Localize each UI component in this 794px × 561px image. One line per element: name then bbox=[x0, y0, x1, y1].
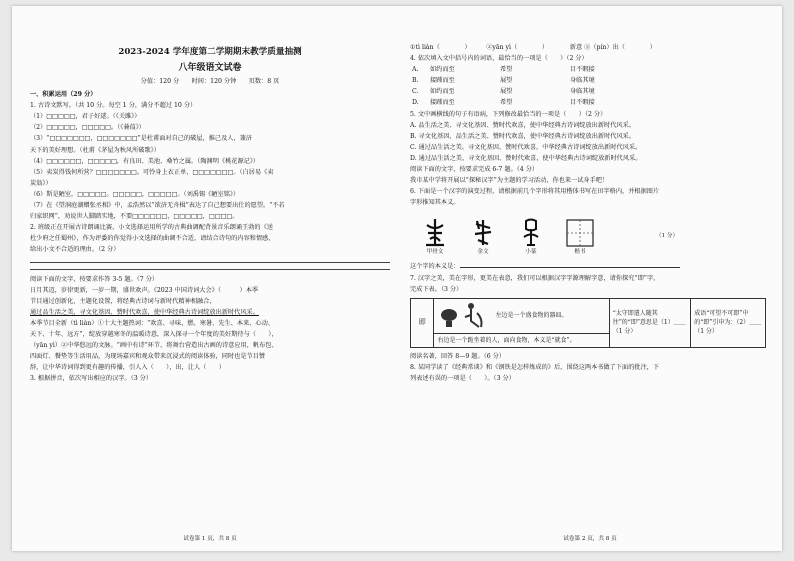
exam-subtitle: 八年级语文试卷 bbox=[178, 63, 242, 73]
table-glyph-cell bbox=[434, 298, 609, 333]
question-line: 2. 班级正在开展古诗朗诵比赛，小文选择运用所学的古典曲调配背景音乐朗诵王勃的《送 bbox=[30, 224, 273, 232]
passage-line: 四面灯、餐垫等生活用品，为现场嘉宾和观众带来沉浸式的阅读体验，同时也是节目赞 bbox=[30, 353, 266, 361]
q6-answer-label: 这个字的本义是： bbox=[410, 263, 460, 271]
page-right bbox=[410, 6, 770, 551]
table-col4: 成语“可望不可即”中的“即”引申为：（2）＿＿（1 分） bbox=[691, 298, 766, 347]
glyph-label: 甲骨文 bbox=[426, 249, 444, 256]
option-word: 目不暇接 bbox=[570, 99, 595, 107]
section-heading: 一、积累运用（29 分） bbox=[30, 91, 97, 99]
question-line: （6）斯是陋室，□□□□□。□□□□□，□□□□□。（刘禹锡《陋室铭》） bbox=[30, 190, 240, 198]
pinyin-answer-line: ①tì liàn（ ） ②yān yì（ ） 新意 ③（pín）出（ ） bbox=[410, 44, 656, 51]
passage-line: 本季节目全新（tì liàn）①十大主题热词：“欢喜、寻味、燃、寒暑、先生、本来、心动、 bbox=[30, 319, 274, 327]
question-line: （1）□□□□□，君子好逑。（《关雎》） bbox=[30, 113, 141, 121]
question-line: （7）在《望洞庭湖赠张丞相》中，孟浩然以“欲济无舟楫”表达了自己想要出仕的愿望。“不若 bbox=[30, 202, 285, 210]
q5-option: C. 通过品生活之美、寻文化基因、赞时代欢喜，中华经典古诗词绽放出新时代风采。 bbox=[410, 143, 642, 151]
seal-glyph bbox=[518, 217, 544, 258]
option-word: 希望 bbox=[500, 99, 513, 107]
ji-pictograph-icon bbox=[437, 301, 489, 331]
q5-option: B. 寻文化基因、品生活之美、赞时代欢喜，使中华经典古诗词绽放出新时代风采。 bbox=[410, 132, 636, 140]
glyph-label: 楷书 bbox=[574, 249, 586, 256]
question-line: 炭翁》） bbox=[30, 179, 52, 187]
exam-meta: 分值：120 分 时间：120 分钟 页数：8 页 bbox=[140, 78, 280, 85]
bronze-script-icon bbox=[470, 217, 496, 247]
reading-intro: 阅读名著，回答 8—9 题。（6 分） bbox=[410, 352, 506, 360]
oracle-bone-icon bbox=[422, 217, 448, 247]
table-char: 即 bbox=[411, 298, 434, 347]
option-word: 希望 bbox=[500, 66, 513, 74]
option-row bbox=[412, 75, 770, 86]
page-left bbox=[30, 6, 390, 551]
passage-line: 日月其迈，岁律更新，一岁一期，盛世欢声。《2023 中国诗词大会》（ ）本季 bbox=[30, 286, 259, 294]
tian-grid-icon[interactable] bbox=[566, 219, 594, 247]
question-line: 天下的美好理想。（杜甫《茅屋为秋风所破歌》） bbox=[30, 146, 160, 154]
option-word: 展望 bbox=[500, 88, 513, 96]
bronze-glyph bbox=[470, 217, 496, 258]
option-word: 展望 bbox=[500, 77, 513, 85]
passage-line: （yān yì）②中华悠远的文脉。“画中有诗”环节，将舞台营造出古画的诗意应用，帆布包、 bbox=[30, 342, 278, 350]
glyph-label: 小篆 bbox=[525, 249, 537, 256]
oracle-bone-glyph bbox=[422, 217, 448, 258]
question-line: 给出小文不合适的理由。（2 分） bbox=[30, 246, 120, 254]
reading-intro: 阅读下面的文字，按要求作答 3-5 题。（7 分） bbox=[30, 275, 159, 283]
option-word: 接踵而至 bbox=[430, 99, 455, 107]
reading-intro: 阅读下面的文字，按要求完成 6-7 题。（4 分） bbox=[410, 166, 539, 174]
option-row bbox=[412, 64, 770, 75]
option-word: 接踵而至 bbox=[430, 77, 455, 85]
answer-rule bbox=[30, 269, 390, 270]
answer-rule bbox=[30, 262, 390, 263]
question-line: （2）□□□□□，□□□□□。（《蒹葭》） bbox=[30, 124, 145, 132]
q6-answer-blank[interactable] bbox=[460, 260, 680, 268]
page-footer: 试卷第 1 页，共 8 页 bbox=[183, 535, 237, 542]
seal-script-icon bbox=[518, 217, 544, 247]
option-word: 身临其境 bbox=[570, 88, 595, 96]
question-line: （5）卖炭得钱何所营？□□□□□□□。可怜身上衣正单，□□□□□□□。（白居易《卖 bbox=[30, 168, 274, 176]
option-row bbox=[412, 97, 770, 108]
glyph-label: 金文 bbox=[477, 249, 489, 256]
exam-sheet bbox=[12, 6, 782, 551]
table-col3: “太守即遣人随其往”的“即”意思是（1）＿＿（1 分） bbox=[609, 298, 690, 347]
option-letter: D. bbox=[412, 99, 419, 107]
option-word: 如约而至 bbox=[430, 88, 455, 96]
question-7: 7. 汉字之美，美在字形，更美在表意，我们可以根据汉字字源理解字意，请你探究“即”字， bbox=[410, 274, 660, 282]
q6-answer-line bbox=[410, 260, 770, 272]
question-line: 归家织网”，劝说世人脚踏实地，不要□□□□□□，□□□□□，□□□□。 bbox=[30, 213, 239, 221]
question-4: 4. 依次填入文中括号内的词语，最恰当的一项是（ ）（2 分） bbox=[410, 55, 588, 63]
table-desc-2: 右边是一个跪坐着的人，面向食物，本义是“就食”。 bbox=[434, 333, 609, 347]
page-footer: 试卷第 2 页，共 8 页 bbox=[563, 535, 617, 542]
option-row bbox=[412, 86, 770, 97]
passage-line: 节目通过创新化、主题化设置，将经典古诗词与新时代精神相融合， bbox=[30, 297, 216, 305]
passage-line: 辞，让中华诗词得到更有趣的传播，引人入（ ），出，让人（ ） bbox=[30, 364, 225, 372]
passage-underlined-sentence: 通过品生活之美、寻文化基因、赞时代欢喜，使中华经典古诗词绽放出新时代风采。 bbox=[30, 308, 259, 316]
question-8: 列表述有误的一项是（ ）。（3 分） bbox=[410, 374, 515, 382]
question-6: 6. 下面是一个汉字的演变过程，请根据前几个字形将其用楷体书写在田字格内，并根据图片 bbox=[410, 188, 660, 196]
q5-option: D. 通过品生活之美、寻文化基因、赞时代欢喜，使中华经典古诗词绽放新时代风采。 bbox=[410, 154, 642, 162]
kaishu-grid bbox=[566, 219, 594, 258]
question-line: 1. 古诗文默写。（共 10 分。每空 1 分，满分不超过 10 分） bbox=[30, 102, 197, 110]
q4-options bbox=[412, 64, 770, 108]
exam-title: 2023-2024 学年度第二学期期末教学质量抽测 bbox=[118, 47, 302, 57]
option-word: 目不暇接 bbox=[570, 66, 595, 74]
option-word: 身临其境 bbox=[570, 77, 595, 85]
option-word: 如约而至 bbox=[430, 66, 455, 74]
ji-character-table bbox=[410, 298, 766, 348]
option-letter: C. bbox=[412, 88, 419, 96]
question-7: 完成下表。（3 分） bbox=[410, 285, 463, 293]
question-5: 5. 文中画横线的句子有语病，下列修改最恰当的一项是（ ）（2 分） bbox=[410, 110, 607, 118]
question-line: （4）□□□□□□，□□□□□，有良田、美池、桑竹之属。（陶渊明《桃花源记》） bbox=[30, 157, 260, 165]
option-letter: A. bbox=[412, 66, 419, 74]
table-desc-1: 左边是一个盛食物的器皿。 bbox=[495, 312, 568, 320]
question-8: 8. 某同学读了《经典常谈》和《钢铁是怎样炼成的》后，围绕这两本书做了下面的批注，下 bbox=[410, 363, 660, 371]
passage-line: 天下、十年、远方”，绽放穿越寒冬的温暖诗意，深入探寻一个年度的美好期待与（ ）， bbox=[30, 330, 278, 338]
question-6: 字形推知其本义。 bbox=[410, 199, 460, 207]
q5-option: A. 品生活之美、寻文化基因、赞时代欢喜，使中华经典古诗词绽放出新时代风采。 bbox=[410, 121, 635, 129]
question-line: （3）“□□□□□□□，□□□□□□□”是杜甫面对自己的破屋，推己及人，兼济 bbox=[30, 135, 253, 143]
activity-context: 我市某中学将开展以“探秘汉字”为主题的学习活动，你也来一试身手吧！ bbox=[410, 177, 609, 185]
glyph-score: （1 分） bbox=[656, 232, 679, 239]
option-letter: B. bbox=[412, 77, 419, 85]
character-evolution bbox=[422, 214, 770, 258]
question-line: 杜少府之任蜀州》，作为评委的你觉得小文选择的曲调不合适，请结合诗句的内容和情感， bbox=[30, 235, 275, 243]
question-line: 3. 根据拼音，依次写出相应的汉字。（3 分） bbox=[30, 375, 153, 383]
